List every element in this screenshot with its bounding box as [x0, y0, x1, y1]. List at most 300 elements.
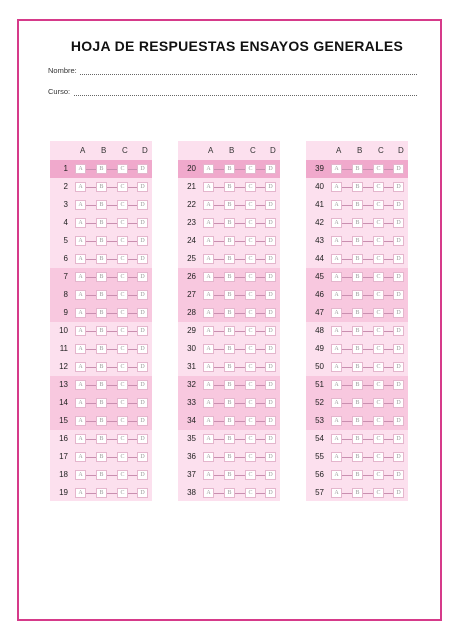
option-header: C — [250, 146, 256, 155]
answer-bubble[interactable]: A — [203, 434, 214, 444]
answer-bubble[interactable]: D — [265, 398, 276, 408]
answer-bubble[interactable]: A — [331, 254, 342, 264]
answer-bubble[interactable]: D — [137, 362, 148, 372]
answer-bubble[interactable]: A — [75, 236, 86, 246]
question-row — [306, 286, 408, 304]
answer-bubble[interactable]: B — [352, 254, 363, 264]
answer-bubble[interactable]: B — [224, 200, 235, 210]
answer-bubble[interactable]: C — [373, 434, 384, 444]
answer-bubble[interactable]: A — [203, 218, 214, 228]
answer-bubble[interactable]: C — [117, 434, 128, 444]
option-connector — [204, 439, 272, 440]
answer-bubble[interactable]: C — [117, 488, 128, 498]
answer-bubble[interactable]: C — [117, 218, 128, 228]
answer-bubble[interactable]: B — [352, 434, 363, 444]
answer-bubble[interactable]: D — [137, 236, 148, 246]
answer-bubble[interactable]: C — [117, 254, 128, 264]
question-number: 44 — [315, 254, 324, 263]
answer-bubble[interactable]: C — [117, 398, 128, 408]
answer-bubble[interactable]: D — [393, 488, 404, 498]
answer-bubble[interactable]: B — [224, 488, 235, 498]
answer-bubble[interactable]: A — [203, 416, 214, 426]
answer-bubble[interactable]: A — [203, 380, 214, 390]
answer-bubble[interactable]: A — [331, 344, 342, 354]
answer-bubble[interactable]: A — [75, 254, 86, 264]
answer-bubble[interactable]: C — [245, 200, 256, 210]
answer-bubble[interactable]: D — [137, 254, 148, 264]
answer-bubble[interactable]: D — [265, 290, 276, 300]
answer-bubble[interactable]: A — [331, 218, 342, 228]
answer-bubble[interactable]: A — [331, 272, 342, 282]
answer-bubble[interactable]: B — [352, 380, 363, 390]
answer-bubble[interactable]: A — [75, 290, 86, 300]
answer-bubble[interactable]: D — [137, 272, 148, 282]
answer-bubble[interactable]: B — [224, 452, 235, 462]
question-row — [306, 484, 408, 502]
answer-bubble[interactable]: C — [373, 380, 384, 390]
answer-bubble[interactable]: A — [75, 344, 86, 354]
answer-bubble[interactable]: B — [352, 488, 363, 498]
answer-bubble[interactable]: D — [265, 380, 276, 390]
question-number: 16 — [59, 434, 68, 443]
answer-bubble[interactable]: D — [137, 398, 148, 408]
answer-bubble[interactable]: D — [393, 380, 404, 390]
answer-bubble[interactable]: D — [137, 488, 148, 498]
question-row — [178, 196, 280, 214]
answer-bubble[interactable]: A — [331, 164, 342, 174]
question-row — [178, 358, 280, 376]
answer-bubble[interactable]: B — [96, 344, 107, 354]
answer-bubble[interactable]: D — [265, 470, 276, 480]
answer-bubble[interactable]: C — [117, 182, 128, 192]
answer-bubble[interactable]: A — [75, 434, 86, 444]
answer-bubble[interactable]: C — [373, 254, 384, 264]
answer-bubble[interactable]: A — [331, 362, 342, 372]
answer-bubble[interactable]: A — [331, 470, 342, 480]
answer-bubble[interactable]: C — [245, 344, 256, 354]
answer-bubble[interactable]: C — [117, 164, 128, 174]
answer-bubble[interactable]: D — [265, 416, 276, 426]
answer-bubble[interactable]: B — [224, 434, 235, 444]
answer-bubble[interactable]: B — [224, 308, 235, 318]
answer-bubble[interactable]: C — [117, 344, 128, 354]
option-connector — [76, 187, 144, 188]
answer-bubble[interactable]: A — [331, 308, 342, 318]
option-connector — [76, 277, 144, 278]
answer-bubble[interactable]: A — [203, 164, 214, 174]
answer-bubble[interactable]: D — [265, 362, 276, 372]
answer-bubble[interactable]: D — [265, 218, 276, 228]
answer-bubble[interactable]: B — [224, 272, 235, 282]
answer-bubble[interactable]: C — [245, 434, 256, 444]
answer-bubble[interactable]: B — [352, 344, 363, 354]
answer-bubble[interactable]: D — [265, 182, 276, 192]
answer-bubble[interactable]: B — [96, 182, 107, 192]
answer-bubble[interactable]: C — [373, 182, 384, 192]
answer-bubble[interactable]: A — [75, 326, 86, 336]
answer-bubble[interactable]: C — [373, 164, 384, 174]
question-number: 39 — [315, 164, 324, 173]
question-row — [50, 376, 152, 394]
answer-bubble[interactable]: C — [117, 200, 128, 210]
answer-bubble[interactable]: A — [203, 470, 214, 480]
question-row — [50, 412, 152, 430]
question-row — [306, 322, 408, 340]
question-row — [306, 466, 408, 484]
option-connector — [76, 169, 144, 170]
answer-bubble[interactable]: A — [331, 398, 342, 408]
answer-bubble[interactable]: D — [393, 326, 404, 336]
answer-bubble[interactable]: D — [137, 434, 148, 444]
answer-bubble[interactable]: C — [117, 416, 128, 426]
option-connector — [204, 421, 272, 422]
answer-bubble[interactable]: A — [75, 308, 86, 318]
answer-bubble[interactable]: C — [245, 254, 256, 264]
answer-bubble[interactable]: B — [96, 200, 107, 210]
question-number: 33 — [187, 398, 196, 407]
answer-bubble[interactable]: D — [393, 182, 404, 192]
answer-bubble[interactable]: A — [203, 182, 214, 192]
answer-bubble[interactable]: B — [96, 488, 107, 498]
option-connector — [332, 205, 400, 206]
answer-bubble[interactable]: C — [245, 326, 256, 336]
course-field[interactable] — [74, 95, 417, 96]
question-row — [178, 466, 280, 484]
answer-bubble[interactable]: D — [265, 236, 276, 246]
answer-bubble[interactable]: A — [331, 326, 342, 336]
answer-bubble[interactable]: B — [352, 452, 363, 462]
name-field[interactable] — [80, 74, 417, 75]
answer-bubble[interactable]: D — [393, 362, 404, 372]
answer-bubble[interactable]: A — [75, 182, 86, 192]
answer-bubble[interactable]: C — [245, 218, 256, 228]
answer-bubble[interactable]: D — [393, 398, 404, 408]
option-connector — [76, 295, 144, 296]
answer-bubble[interactable]: C — [117, 272, 128, 282]
question-row — [178, 160, 280, 178]
answer-bubble[interactable]: B — [96, 398, 107, 408]
answer-bubble[interactable]: D — [393, 290, 404, 300]
question-row — [306, 196, 408, 214]
question-number: 43 — [315, 236, 324, 245]
answer-bubble[interactable]: A — [75, 164, 86, 174]
answer-bubble[interactable]: B — [96, 236, 107, 246]
answer-bubble[interactable]: D — [393, 200, 404, 210]
answer-bubble[interactable]: C — [245, 452, 256, 462]
answer-bubble[interactable]: A — [331, 182, 342, 192]
answer-bubble[interactable]: C — [245, 488, 256, 498]
answer-bubble[interactable]: A — [75, 200, 86, 210]
answer-bubble[interactable]: B — [352, 470, 363, 480]
answer-bubble[interactable]: B — [96, 308, 107, 318]
answer-bubble[interactable]: D — [137, 290, 148, 300]
answer-bubble[interactable]: D — [265, 326, 276, 336]
answer-bubble[interactable]: C — [245, 290, 256, 300]
question-row — [178, 322, 280, 340]
answer-bubble[interactable]: A — [331, 452, 342, 462]
option-connector — [204, 259, 272, 260]
answer-bubble[interactable]: C — [245, 164, 256, 174]
answer-bubble[interactable]: C — [245, 416, 256, 426]
answer-bubble[interactable]: B — [224, 290, 235, 300]
answer-bubble[interactable]: D — [393, 470, 404, 480]
answer-bubble[interactable]: C — [117, 290, 128, 300]
answer-bubble[interactable]: B — [96, 254, 107, 264]
answer-bubble[interactable]: D — [137, 326, 148, 336]
option-connector — [204, 295, 272, 296]
answer-bubble[interactable]: D — [137, 182, 148, 192]
answer-bubble[interactable]: C — [245, 398, 256, 408]
answer-bubble[interactable]: D — [393, 218, 404, 228]
answer-bubble[interactable]: D — [393, 308, 404, 318]
option-connector — [76, 367, 144, 368]
answer-bubble[interactable]: C — [373, 398, 384, 408]
answer-bubble[interactable]: D — [393, 236, 404, 246]
answer-bubble[interactable]: B — [352, 290, 363, 300]
option-connector — [76, 457, 144, 458]
option-connector — [332, 457, 400, 458]
answer-bubble[interactable]: C — [373, 272, 384, 282]
answer-bubble[interactable]: B — [224, 470, 235, 480]
question-row — [306, 160, 408, 178]
answer-bubble[interactable]: D — [393, 272, 404, 282]
question-row — [50, 196, 152, 214]
answer-bubble[interactable]: A — [75, 218, 86, 228]
answer-bubble[interactable]: D — [137, 164, 148, 174]
question-row — [178, 214, 280, 232]
answer-bubble[interactable]: B — [224, 236, 235, 246]
option-connector — [76, 331, 144, 332]
answer-bubble[interactable]: C — [117, 308, 128, 318]
answer-bubble[interactable]: A — [75, 398, 86, 408]
answer-bubble[interactable]: C — [373, 200, 384, 210]
answer-bubble[interactable]: C — [373, 218, 384, 228]
question-row — [50, 304, 152, 322]
question-number: 51 — [315, 380, 324, 389]
answer-bubble[interactable]: D — [265, 488, 276, 498]
question-number: 54 — [315, 434, 324, 443]
answer-bubble[interactable]: B — [96, 434, 107, 444]
answer-bubble[interactable]: B — [224, 416, 235, 426]
answer-bubble[interactable]: B — [224, 254, 235, 264]
answer-bubble[interactable]: D — [393, 452, 404, 462]
answer-bubble[interactable]: A — [331, 416, 342, 426]
answer-bubble[interactable]: D — [265, 452, 276, 462]
answer-bubble[interactable]: D — [265, 344, 276, 354]
question-number: 14 — [59, 398, 68, 407]
answer-bubble[interactable]: A — [75, 362, 86, 372]
answer-bubble[interactable]: D — [137, 452, 148, 462]
answer-bubble[interactable]: C — [245, 470, 256, 480]
answer-bubble[interactable]: A — [203, 290, 214, 300]
answer-bubble[interactable]: B — [352, 308, 363, 318]
answer-bubble[interactable]: C — [245, 272, 256, 282]
answer-bubble[interactable]: C — [117, 470, 128, 480]
question-number: 57 — [315, 488, 324, 497]
question-row — [306, 394, 408, 412]
answer-bubble[interactable]: B — [352, 236, 363, 246]
answer-bubble[interactable]: C — [245, 182, 256, 192]
answer-bubble[interactable]: B — [352, 164, 363, 174]
answer-bubble[interactable]: A — [203, 272, 214, 282]
answer-bubble[interactable]: C — [373, 236, 384, 246]
answer-bubble[interactable]: B — [96, 164, 107, 174]
question-number: 27 — [187, 290, 196, 299]
answer-bubble[interactable]: B — [352, 182, 363, 192]
answer-bubble[interactable]: B — [352, 362, 363, 372]
answer-bubble[interactable]: A — [203, 452, 214, 462]
answer-bubble[interactable]: C — [373, 362, 384, 372]
question-row — [178, 448, 280, 466]
answer-bubble[interactable]: C — [373, 326, 384, 336]
answer-bubble[interactable]: C — [373, 488, 384, 498]
answer-bubble[interactable]: D — [393, 254, 404, 264]
question-row — [178, 286, 280, 304]
answer-bubble[interactable]: B — [96, 452, 107, 462]
option-connector — [332, 331, 400, 332]
question-number: 4 — [63, 218, 68, 227]
option-connector — [204, 403, 272, 404]
question-number: 45 — [315, 272, 324, 281]
answer-bubble[interactable]: D — [137, 344, 148, 354]
question-number: 28 — [187, 308, 196, 317]
answer-bubble[interactable]: A — [331, 290, 342, 300]
answer-bubble[interactable]: A — [203, 254, 214, 264]
answer-bubble[interactable]: B — [352, 272, 363, 282]
answer-bubble[interactable]: B — [352, 200, 363, 210]
answer-column — [306, 141, 408, 501]
answer-bubble[interactable]: D — [265, 254, 276, 264]
question-row — [306, 268, 408, 286]
answer-bubble[interactable]: D — [265, 434, 276, 444]
answer-bubble[interactable]: B — [96, 470, 107, 480]
answer-bubble[interactable]: B — [352, 326, 363, 336]
option-connector — [76, 241, 144, 242]
answer-bubble[interactable]: B — [96, 326, 107, 336]
answer-bubble[interactable]: A — [75, 470, 86, 480]
option-connector — [204, 223, 272, 224]
option-connector — [204, 205, 272, 206]
answer-bubble[interactable]: C — [373, 308, 384, 318]
answer-bubble[interactable]: A — [75, 452, 86, 462]
answer-bubble[interactable]: A — [75, 272, 86, 282]
answer-bubble[interactable]: B — [224, 164, 235, 174]
answer-bubble[interactable]: B — [352, 218, 363, 228]
answer-bubble[interactable]: B — [224, 362, 235, 372]
option-connector — [204, 493, 272, 494]
answer-bubble[interactable]: A — [203, 344, 214, 354]
answer-bubble[interactable]: A — [75, 488, 86, 498]
answer-bubble[interactable]: A — [331, 200, 342, 210]
answer-bubble[interactable]: A — [203, 308, 214, 318]
answer-bubble[interactable]: B — [96, 416, 107, 426]
answer-bubble[interactable]: C — [245, 362, 256, 372]
question-row — [50, 232, 152, 250]
answer-bubble[interactable]: D — [393, 344, 404, 354]
question-row — [50, 178, 152, 196]
answer-bubble[interactable]: C — [373, 452, 384, 462]
option-connector — [332, 403, 400, 404]
answer-bubble[interactable]: D — [137, 470, 148, 480]
answer-bubble[interactable]: C — [373, 416, 384, 426]
answer-bubble[interactable]: C — [245, 308, 256, 318]
answer-bubble[interactable]: B — [224, 398, 235, 408]
answer-bubble[interactable]: A — [331, 236, 342, 246]
answer-bubble[interactable]: C — [245, 236, 256, 246]
answer-bubble[interactable]: A — [203, 200, 214, 210]
answer-bubble[interactable]: B — [96, 362, 107, 372]
answer-bubble[interactable]: B — [224, 380, 235, 390]
answer-bubble[interactable]: B — [96, 380, 107, 390]
answer-bubble[interactable]: D — [137, 200, 148, 210]
answer-bubble[interactable]: D — [265, 272, 276, 282]
answer-bubble[interactable]: A — [203, 362, 214, 372]
answer-bubble[interactable]: C — [117, 326, 128, 336]
answer-bubble[interactable]: C — [373, 344, 384, 354]
answer-bubble[interactable]: B — [224, 218, 235, 228]
option-connector — [76, 223, 144, 224]
answer-bubble[interactable]: A — [203, 488, 214, 498]
answer-bubble[interactable]: C — [117, 380, 128, 390]
question-number: 55 — [315, 452, 324, 461]
answer-bubble[interactable]: B — [96, 290, 107, 300]
answer-bubble[interactable]: C — [117, 362, 128, 372]
answer-bubble[interactable]: B — [224, 344, 235, 354]
answer-bubble[interactable]: A — [75, 380, 86, 390]
answer-bubble[interactable]: D — [265, 308, 276, 318]
answer-bubble[interactable]: D — [393, 434, 404, 444]
answer-bubble[interactable]: D — [137, 308, 148, 318]
answer-bubble[interactable]: A — [331, 488, 342, 498]
answer-bubble[interactable]: D — [393, 164, 404, 174]
question-row — [306, 340, 408, 358]
answer-bubble[interactable]: B — [224, 182, 235, 192]
answer-bubble[interactable]: D — [137, 380, 148, 390]
answer-bubble[interactable]: A — [203, 236, 214, 246]
answer-bubble[interactable]: A — [331, 380, 342, 390]
option-connector — [204, 475, 272, 476]
answer-bubble[interactable]: A — [75, 416, 86, 426]
answer-bubble[interactable]: B — [352, 398, 363, 408]
answer-bubble[interactable]: C — [117, 236, 128, 246]
answer-bubble[interactable]: D — [137, 416, 148, 426]
answer-bubble[interactable]: B — [224, 326, 235, 336]
question-row — [50, 160, 152, 178]
answer-bubble[interactable]: A — [331, 434, 342, 444]
option-connector — [332, 421, 400, 422]
page-title: HOJA DE RESPUESTAS ENSAYOS GENERALES — [70, 38, 404, 54]
question-number: 49 — [315, 344, 324, 353]
question-row — [50, 466, 152, 484]
answer-bubble[interactable]: D — [393, 416, 404, 426]
answer-bubble[interactable]: D — [137, 218, 148, 228]
answer-bubble[interactable]: A — [203, 326, 214, 336]
option-connector — [204, 169, 272, 170]
answer-bubble[interactable]: A — [203, 398, 214, 408]
answer-bubble[interactable]: D — [265, 200, 276, 210]
answer-bubble[interactable]: B — [96, 218, 107, 228]
answer-bubble[interactable]: D — [265, 164, 276, 174]
answer-bubble[interactable]: C — [373, 470, 384, 480]
answer-bubble[interactable]: C — [245, 380, 256, 390]
question-number: 31 — [187, 362, 196, 371]
answer-bubble[interactable]: C — [373, 290, 384, 300]
option-connector — [76, 439, 144, 440]
question-row — [178, 430, 280, 448]
answer-bubble[interactable]: B — [352, 416, 363, 426]
answer-bubble[interactable]: B — [96, 272, 107, 282]
answer-bubble[interactable]: C — [117, 452, 128, 462]
